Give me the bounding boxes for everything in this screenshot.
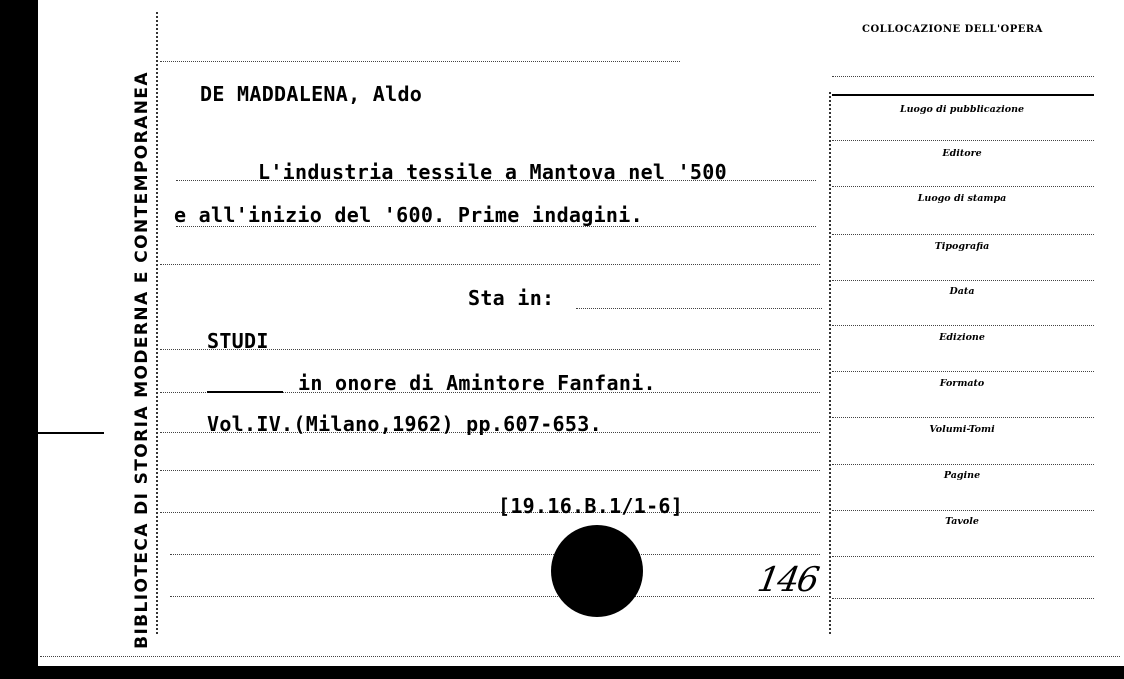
card-bottom-edge xyxy=(40,656,1120,657)
repeat-underline xyxy=(207,391,283,393)
author-heading: DE MADDALENA, Aldo xyxy=(200,82,423,106)
field-formato: Formato xyxy=(939,378,985,389)
shelfmark: [19.16.B.1/1-6] xyxy=(498,494,684,518)
title-line-2: e all'inizio del '600. Prime indagini. xyxy=(174,203,643,227)
library-spine-label: BIBLIOTECA DI STORIA MODERNA E CONTEMPORANEA xyxy=(132,71,152,649)
ruled-line xyxy=(170,554,820,555)
field-pagine: Pagine xyxy=(943,470,981,481)
scan-border-bottom xyxy=(0,666,1124,679)
field-rule xyxy=(832,76,1094,77)
field-rule xyxy=(832,556,1094,557)
field-tipografia: Tipografia xyxy=(934,241,990,252)
ruled-line xyxy=(160,61,680,62)
field-rule xyxy=(832,94,1094,96)
field-rule xyxy=(832,325,1094,326)
ruled-line xyxy=(170,596,820,597)
title-line-1: L'industria tessile a Mantova nel '500 xyxy=(258,160,727,184)
field-volumi-tomi: Volumi-Tomi xyxy=(929,424,995,435)
punch-hole xyxy=(551,525,643,617)
field-rule xyxy=(832,371,1094,372)
right-column-rule xyxy=(829,92,831,634)
field-rule xyxy=(832,464,1094,465)
handwritten-number: 146 xyxy=(754,560,821,600)
edge-mark xyxy=(38,432,104,434)
journal-name: STUDI xyxy=(207,329,269,353)
field-rule xyxy=(832,598,1094,599)
field-luogo-pubblicazione: Luogo di pubblicazione xyxy=(899,104,1025,115)
field-rule xyxy=(832,186,1094,187)
field-tavole: Tavole xyxy=(945,516,979,527)
field-editore: Editore xyxy=(942,148,982,159)
ruled-line xyxy=(160,512,820,513)
left-margin-rule xyxy=(156,12,158,634)
field-data: Data xyxy=(949,286,975,297)
ruled-line xyxy=(160,470,820,471)
field-edizione: Edizione xyxy=(939,332,985,343)
field-rule xyxy=(832,234,1094,235)
ruled-line xyxy=(160,264,820,265)
field-rule xyxy=(832,140,1094,141)
sta-in-label: Sta in: xyxy=(468,286,555,310)
scan-border-left xyxy=(0,0,38,679)
field-rule xyxy=(832,417,1094,418)
journal-subtitle: in onore di Amintore Fanfani. xyxy=(298,371,656,395)
field-rule xyxy=(832,280,1094,281)
field-luogo-stampa: Luogo di stampa xyxy=(917,193,1007,204)
ruled-line xyxy=(576,308,822,309)
field-rule xyxy=(832,510,1094,511)
volume-line: Vol.IV.(Milano,1962) pp.607-653. xyxy=(207,412,602,436)
collocazione-header: COLLOCAZIONE DELL'OPERA xyxy=(862,24,1043,35)
